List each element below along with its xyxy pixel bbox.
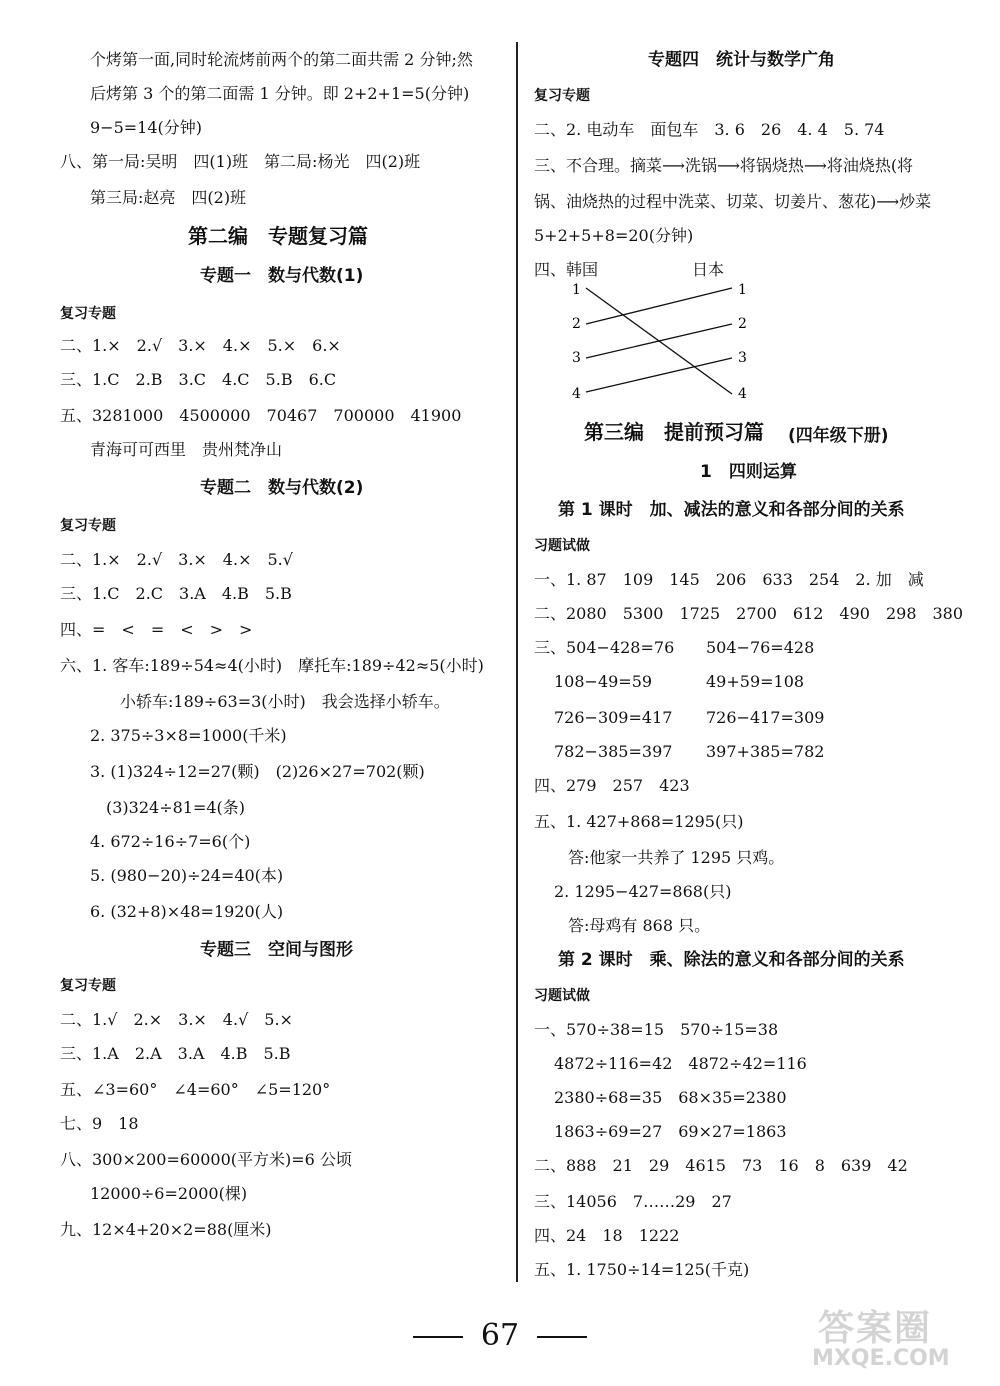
match-right-1: 1: [738, 282, 747, 298]
right-line-24: 五、1. 427+868=1295(只): [534, 812, 744, 831]
left-line-21: (3)324÷81=4(条): [106, 798, 246, 817]
right-line-18: 49+59=108: [706, 672, 805, 691]
right-line-37: 五、1. 1750÷14=125(千克): [534, 1260, 750, 1279]
watermark: 答案圈 MXQE.COM: [812, 1308, 950, 1371]
left-line-17: 六、1. 客车:189÷54≈4(小时) 摩托车:189÷42≈5(小时): [60, 656, 484, 675]
left-line-31: 八、300×200=60000(平方米)=6 公顷: [60, 1150, 352, 1169]
left-line-9: 三、1.C 2.B 3.C 4.C 5.B 6.C: [60, 370, 337, 389]
right-line-10: 1 四则运算: [700, 462, 797, 482]
column-divider: [516, 42, 518, 1282]
match-left-1: 1: [572, 282, 581, 298]
right-line-36: 四、24 18 1222: [534, 1226, 680, 1245]
matching-diagram: [564, 280, 754, 410]
left-line-28: 三、1.A 2.A 3.A 4.B 5.B: [60, 1044, 291, 1063]
left-line-29: 五、∠3=60° ∠4=60° ∠5=120°: [60, 1080, 331, 1099]
match-left-3: 3: [572, 350, 581, 366]
left-line-14: 二、1.× 2.√ 3.× 4.× 5.√: [60, 550, 293, 569]
right-line-5: 5+2+5+8=20(分钟): [534, 226, 694, 245]
right-line-8: 第三编 提前预习篇: [584, 420, 764, 444]
right-line-4: 锅、油烧热的过程中洗菜、切菜、切姜片、葱花)⟶炒菜: [534, 192, 932, 211]
left-line-7: 复习专题: [60, 306, 116, 322]
match-right-4: 4: [738, 386, 747, 402]
left-line-4: 第三局:赵亮 四(2)班: [90, 188, 247, 207]
right-line-33: 1863÷69=27 69×27=1863: [554, 1122, 787, 1141]
left-line-22: 4. 672÷16÷7=6(个): [90, 832, 251, 851]
right-line-20: 726−417=309: [706, 708, 825, 727]
left-line-18: 小轿车:189÷63=3(小时) 我会选择小轿车。: [120, 692, 450, 711]
left-line-10: 五、3281000 4500000 70467 700000 41900: [60, 406, 462, 425]
right-line-23: 四、279 257 423: [534, 776, 690, 795]
page-number: 67: [0, 1318, 1000, 1353]
right-line-7: 日本: [692, 260, 725, 279]
left-line-16: 四、= < = < > >: [60, 620, 253, 639]
right-line-14: 二、2080 5300 1725 2700 612 490 298 380: [534, 604, 964, 623]
right-line-15: 三、504−428=76: [534, 638, 675, 657]
right-line-1: 复习专题: [534, 88, 590, 104]
right-line-9: (四年级下册): [788, 426, 889, 446]
left-line-6: 专题一 数与代数(1): [200, 266, 364, 286]
left-line-23: 5. (980−20)÷24=40(本): [90, 866, 284, 885]
right-line-16: 504−76=428: [706, 638, 815, 657]
right-line-3: 三、不合理。摘菜⟶洗锅⟶将锅烧热⟶将油烧热(将: [534, 156, 914, 175]
left-line-30: 七、9 18: [60, 1114, 139, 1133]
right-line-21: 782−385=397: [554, 742, 673, 761]
right-line-31: 4872÷116=42 4872÷42=116: [554, 1054, 807, 1073]
left-line-1: 后烤第 3 个的第二面需 1 分钟。即 2+2+1=5(分钟): [90, 84, 470, 103]
match-left-4: 4: [572, 386, 581, 402]
match-line-2-1: [586, 288, 732, 324]
left-line-12: 专题二 数与代数(2): [200, 478, 364, 498]
right-line-27: 答:母鸡有 868 只。: [568, 916, 711, 935]
right-line-19: 726−309=417: [554, 708, 673, 727]
right-line-11: 第 1 课时 加、减法的意义和各部分间的关系: [558, 500, 905, 520]
left-line-19: 2. 375÷3×8=1000(千米): [90, 726, 287, 745]
left-line-3: 八、第一局:吴明 四(1)班 第二局:杨光 四(2)班: [60, 152, 421, 171]
right-line-17: 108−49=59: [554, 672, 653, 691]
match-line-4-3: [586, 358, 732, 392]
left-line-2: 9−5=14(分钟): [90, 118, 203, 137]
left-line-15: 三、1.C 2.C 3.A 4.B 5.B: [60, 584, 292, 603]
left-line-32: 12000÷6=2000(棵): [90, 1184, 248, 1203]
right-line-29: 习题试做: [534, 988, 590, 1004]
match-right-2: 2: [738, 316, 747, 332]
match-left-2: 2: [572, 316, 581, 332]
left-line-33: 九、12×4+20×2=88(厘米): [60, 1220, 272, 1239]
left-line-13: 复习专题: [60, 518, 116, 534]
left-line-20: 3. (1)324÷12=27(颗) (2)26×27=702(颗): [90, 762, 425, 781]
left-line-0: 个烤第一面,同时轮流烤前两个的第二面共需 2 分钟;然: [90, 50, 473, 69]
right-line-0: 专题四 统计与数学广角: [648, 50, 835, 70]
left-line-24: 6. (32+8)×48=1920(人): [90, 902, 284, 921]
right-line-2: 二、2. 电动车 面包车 3. 6 26 4. 4 5. 74: [534, 120, 885, 139]
right-line-30: 一、570÷38=15 570÷15=38: [534, 1020, 779, 1039]
right-line-13: 一、1. 87 109 145 206 633 254 2. 加 减: [534, 570, 924, 589]
right-line-26: 2. 1295−427=868(只): [554, 882, 732, 901]
left-line-27: 二、1.√ 2.× 3.× 4.√ 5.×: [60, 1010, 293, 1029]
right-line-32: 2380÷68=35 68×35=2380: [554, 1088, 787, 1107]
right-line-12: 习题试做: [534, 538, 590, 554]
left-line-26: 复习专题: [60, 978, 116, 994]
right-line-35: 三、14056 7……29 27: [534, 1192, 732, 1211]
right-line-25: 答:他家一共养了 1295 只鸡。: [568, 848, 785, 867]
left-line-8: 二、1.× 2.√ 3.× 4.× 5.× 6.×: [60, 336, 341, 355]
right-line-28: 第 2 课时 乘、除法的意义和各部分间的关系: [558, 950, 905, 970]
right-line-22: 397+385=782: [706, 742, 825, 761]
left-line-25: 专题三 空间与图形: [200, 940, 353, 960]
right-line-34: 二、888 21 29 4615 73 16 8 639 42: [534, 1156, 908, 1175]
match-right-3: 3: [738, 350, 747, 366]
right-line-6: 四、韩国: [534, 260, 599, 279]
left-line-11: 青海可可西里 贵州梵净山: [90, 440, 283, 459]
left-line-5: 第二编 专题复习篇: [188, 224, 368, 248]
match-line-3-2: [586, 324, 732, 358]
